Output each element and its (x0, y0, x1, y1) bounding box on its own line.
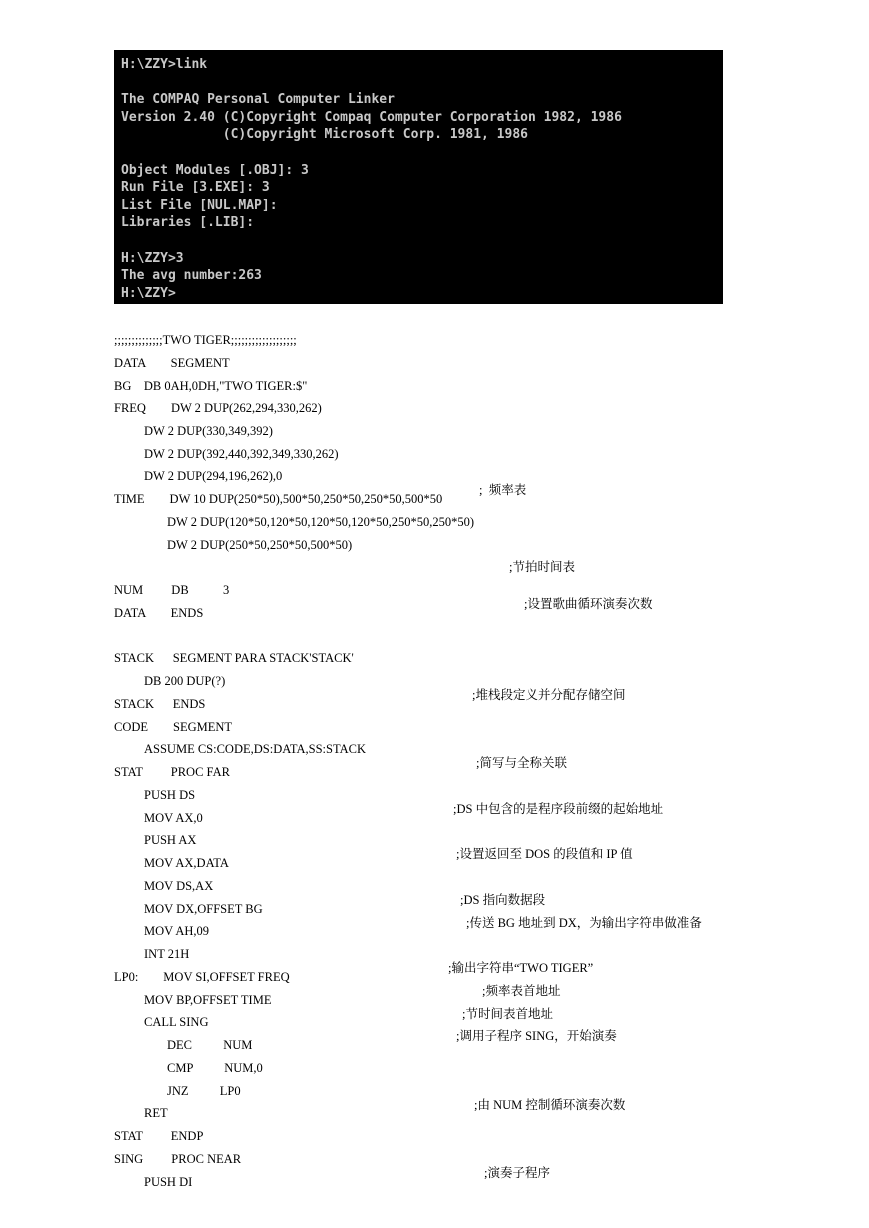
code-comment: ;设置返回至 DOS 的段值和 IP 值 (456, 847, 633, 861)
code-text: NUM DB 3 (114, 583, 230, 597)
code-text: ASSUME CS:CODE,DS:DATA,SS:STACK (144, 742, 367, 756)
code-comment: ;设置歌曲循环演奏次数 (524, 597, 653, 611)
terminal-line: The avg number:263 (121, 268, 262, 284)
code-comment: ;节拍时间表 (509, 560, 575, 574)
dos-terminal-screenshot (114, 50, 723, 304)
code-text: INT 21H (144, 947, 190, 961)
code-text: STAT PROC FAR (114, 765, 230, 779)
code-comment: ;由 NUM 控制循环演奏次数 (474, 1098, 626, 1112)
code-text: CODE SEGMENT (114, 720, 233, 734)
code-comment: ;DS 指向数据段 (460, 893, 546, 907)
code-comment: ;演奏子程序 (484, 1166, 550, 1180)
code-comment: ;传送 BG 地址到 DX，为输出字符串做准备 (466, 916, 702, 930)
code-text: PUSH AX (144, 833, 197, 847)
terminal-line: Version 2.40 (C)Copyright Compaq Computer Corporation 1982, 1986 (121, 109, 622, 125)
code-comment: ;输出字符串“TWO TIGER” (448, 961, 594, 975)
terminal-line: The COMPAQ Personal Computer Linker (121, 92, 395, 108)
code-comment: ;DS 中包含的是程序段前缀的起始地址 (453, 802, 664, 816)
code-text: DW 2 DUP(330,349,392) (144, 424, 273, 438)
code-comment: ;简写与全称关联 (476, 756, 567, 770)
terminal-line: H:\ZZY>link (121, 57, 208, 72)
code-comment: ;节时间表首地址 (462, 1007, 553, 1021)
code-text: DEC NUM (167, 1038, 253, 1052)
terminal-line (121, 74, 723, 92)
terminal-line: Run File [3.EXE]: 3 (121, 180, 270, 196)
code-text: DW 2 DUP(294,196,262),0 (144, 469, 283, 483)
terminal-line: List File [NUL.MAP]: (121, 197, 278, 213)
code-text: RET (144, 1106, 168, 1120)
terminal-line (121, 144, 723, 162)
code-line (0, 592, 204, 634)
terminal-line: Object Modules [.OBJ]: 3 (121, 162, 309, 178)
code-text: MOV BP,OFFSET TIME (144, 993, 272, 1007)
code-text: DW 2 DUP(250*50,250*50,500*50) (167, 538, 353, 552)
code-text: JNZ LP0 (167, 1084, 241, 1098)
code-text: FREQ DW 2 DUP(262,294,330,262) (114, 401, 322, 415)
terminal-line: (C)Copyright Microsoft Corp. 1981, 1986 (121, 127, 528, 143)
code-comment: ; 频率表 (479, 483, 527, 497)
code-text: SING PROC NEAR (114, 1152, 242, 1166)
code-text: MOV DX,OFFSET BG (144, 902, 263, 916)
code-text: DATA SEGMENT (114, 356, 230, 370)
code-comment: ;堆栈段定义并分配存储空间 (472, 688, 626, 702)
code-text: DW 2 DUP(120*50,120*50,120*50,120*50,250*50,250*50) (167, 515, 475, 529)
code-text: LP0: MOV SI,OFFSET FREQ (114, 970, 290, 984)
code-text: MOV AH,09 (144, 924, 210, 938)
code-text: CALL SING (144, 1015, 209, 1029)
code-text: MOV AX,0 (144, 811, 203, 825)
terminal-line: Libraries [.LIB]: (121, 215, 255, 231)
code-text: STACK ENDS (114, 697, 206, 711)
code-text: DW 2 DUP(392,440,392,349,330,262) (144, 447, 339, 461)
code-comment: ;调用子程序 SING，开始演奏 (456, 1029, 617, 1043)
terminal-line: H:\ZZY> (121, 285, 176, 301)
code-text: DB 200 DUP(?) (144, 674, 226, 688)
code-text: ;;;;;;;;;;;;;;TWO TIGER;;;;;;;;;;;;;;;;;;; (114, 333, 297, 347)
code-comment: ;频率表首地址 (482, 984, 561, 998)
terminal-line (121, 232, 723, 250)
terminal-line: H:\ZZY>3 (121, 250, 184, 266)
code-text: DATA ENDS (114, 606, 204, 620)
code-line (0, 1161, 193, 1203)
code-text: MOV DS,AX (144, 879, 214, 893)
code-text: MOV AX,DATA (144, 856, 229, 870)
code-text: BG DB 0AH,0DH,"TWO TIGER:$" (114, 379, 308, 393)
code-text: CMP NUM,0 (167, 1061, 263, 1075)
code-text: PUSH DS (144, 788, 196, 802)
code-text: PUSH DI (144, 1175, 193, 1189)
code-text: STAT ENDP (114, 1129, 204, 1143)
code-text: TIME DW 10 DUP(250*50),500*50,250*50,250*50,500*50 (114, 492, 443, 506)
code-text: STACK SEGMENT PARA STACK'STACK' (114, 651, 354, 665)
